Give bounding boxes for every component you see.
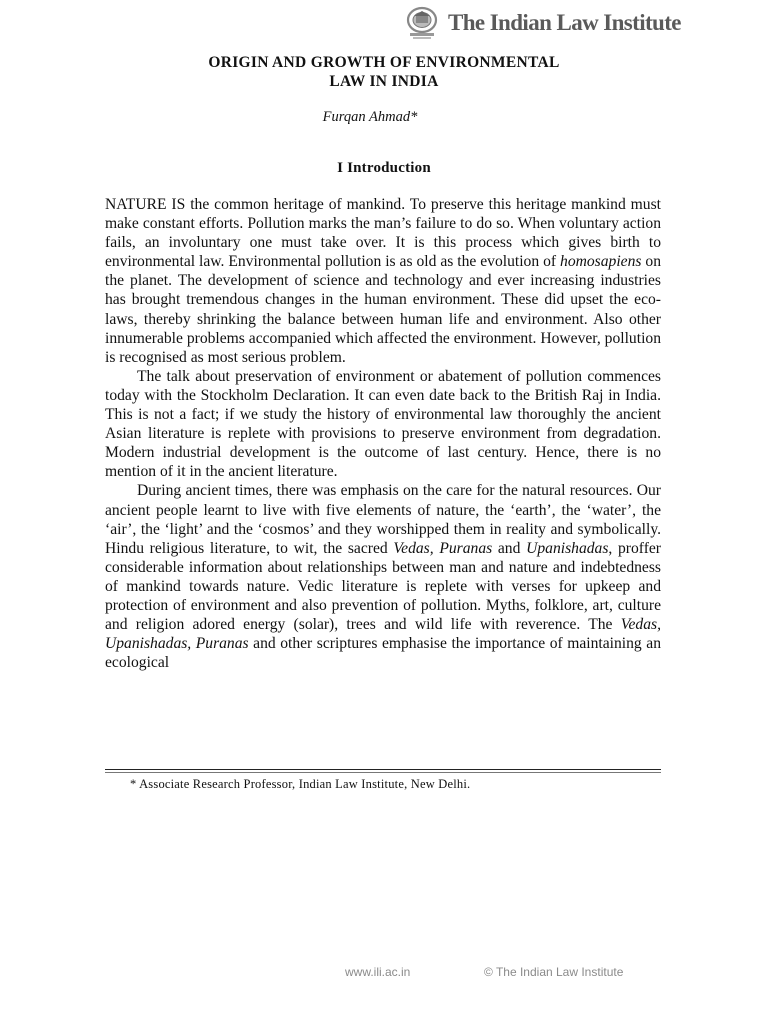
italic-term: homosapiens <box>560 253 642 271</box>
italic-term: Upanishadas <box>526 539 609 557</box>
title-line-2: LAW IN INDIA <box>329 73 439 90</box>
page-footer <box>0 965 768 981</box>
text-run: The talk about preservation of environment or abatement of pollution commences today with the Stockholm Declaration. It can even date back to the British Raj in India. This is not a fact; if we study the history of environmental law thoroughly the ancient Asian literature is replete with provisions to preserve environment from degradation. Modern industrial development is the outcome of last century. Hence, there is no mention of it in the ancient literature. <box>105 367 661 481</box>
paragraph <box>105 367 661 482</box>
footer-copyright: © The Indian Law Institute <box>484 965 624 979</box>
text-run: , proffer considerable information about relationships between man and nature and indebtedness of mankind towards nature. Vedic literature is replete with verses for upkeep and protection of environment and also prevention of pollution. Myths, folklore, art, culture and religion adored energy (solar), trees and wild life with reverence. The <box>105 539 661 634</box>
title-line-1: ORIGIN AND GROWTH OF ENVIRONMENTAL <box>208 54 560 71</box>
section-heading: I Introduction <box>337 160 431 176</box>
author-name: Furqan Ahmad* <box>322 109 418 125</box>
footer-url: www.ili.ac.in <box>345 965 411 979</box>
italic-term: Vedas, Upanishadas, Puranas <box>105 616 661 653</box>
text-run: NATURE IS the common heritage of mankind. To preserve this heritage mankind must make constant efforts. Pollution marks the man’s failure to do so. When voluntary action fails, an involuntary one must take over. It is this process which gives birth to environmental law. Environmental pollution is as old as the evolution of <box>105 196 661 271</box>
header-logo <box>398 4 768 42</box>
text-run: During ancient times, there was emphasis on the care for the natural resources. Our ancient people learnt to live with five elements of nature, the ‘earth’, the ‘water’, the ‘air’, the ‘light’ and the ‘cosmos’ and they worshipped them in reality and symbolically. Hindu religious literature, to wit, the sacred <box>105 482 661 557</box>
text-run: and <box>492 539 527 557</box>
institute-seal-icon <box>400 4 444 44</box>
footnote: * Associate Research Professor, Indian Law Institute, New Delhi. <box>130 777 471 791</box>
text-run: on the planet. The development of science and technology and ever increasing industries has brought tremendous changes in the human environment. These did upset the eco-laws, thereby shrinking the balance between human life and environment. Also other innumerable problems accompanied which affected the environment. However, pollution is recognised as most serious problem. <box>105 253 661 366</box>
italic-term: Vedas, Puranas <box>393 539 493 557</box>
footnote-divider-secondary <box>105 772 661 773</box>
footnote-divider <box>105 769 661 770</box>
paper-title <box>0 53 768 91</box>
body-text <box>105 195 661 672</box>
text-run: and other scriptures emphasise the importance of maintaining an ecological <box>105 635 661 672</box>
paragraph <box>105 481 661 672</box>
logo-text: The Indian Law Institute <box>448 10 681 35</box>
paragraph <box>105 195 661 367</box>
